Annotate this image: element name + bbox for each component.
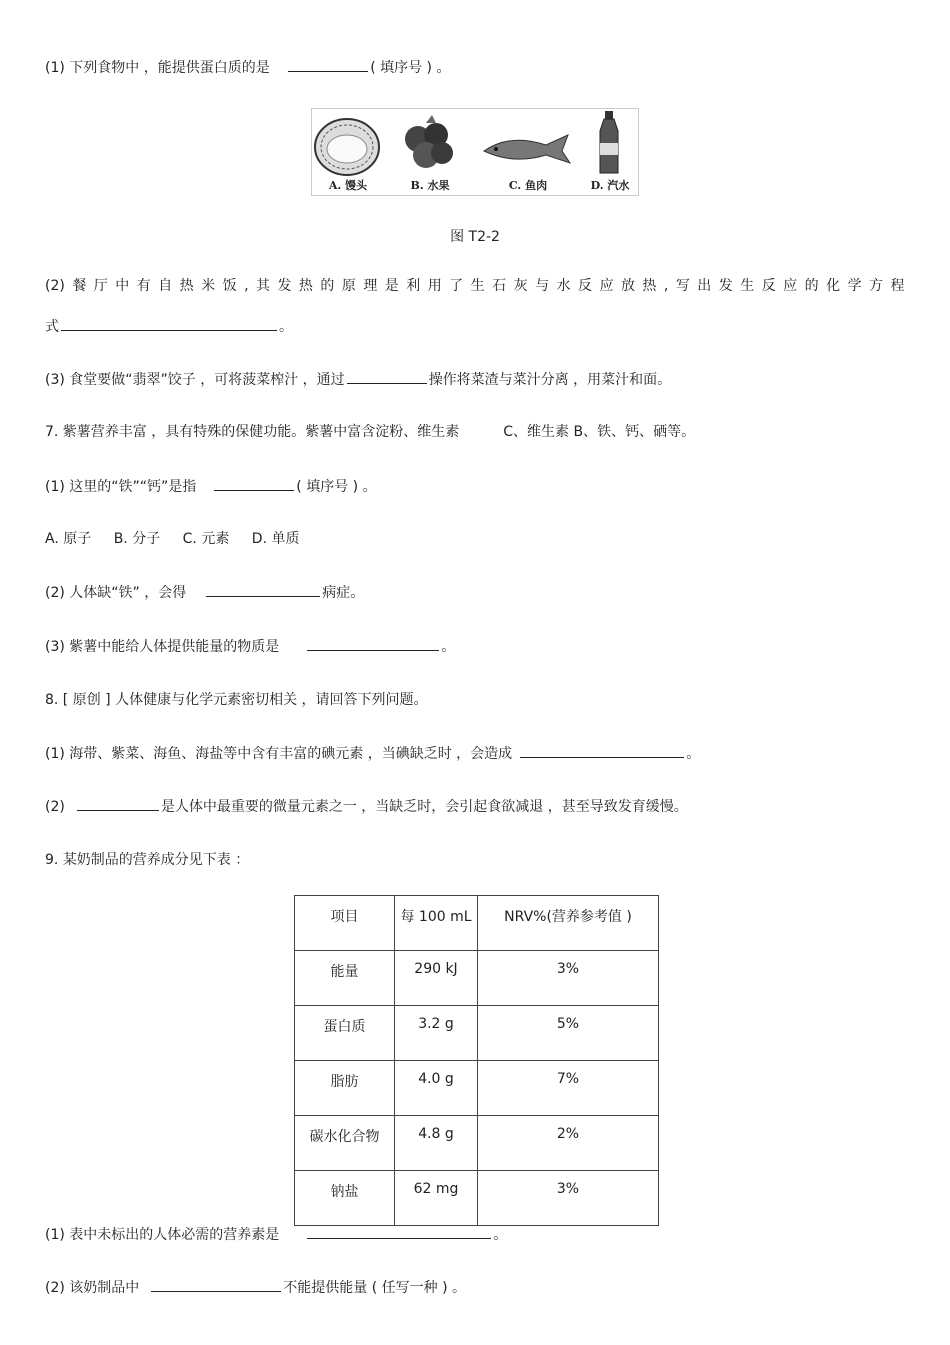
question-7-options [45,529,299,549]
question-8-2 [45,796,688,817]
question-suffix: 。 [686,746,701,762]
table-cell: 蛋白质 [295,1006,395,1061]
table-row [295,1116,659,1171]
table-cell: 5% [478,1006,659,1061]
question-char: 米 [201,278,216,294]
option-c: C. 元素 [182,531,230,547]
header-cell: 每 100 mL [395,896,478,951]
table-cell: 62 mg [395,1171,478,1226]
table-cell: 钠盐 [295,1171,395,1226]
figure-item-a [312,109,384,195]
question-char: 学 [847,278,862,294]
question-char: , [663,278,669,294]
table-cell: 3% [478,951,659,1006]
question-char: 生 [470,278,485,294]
question-suffix: 是人体中最重要的微量元素之一 ，当缺乏时，会引起食欲减退 ，甚至导致发育缓慢。 [160,799,688,815]
figure-label: C. 鱼肉 [508,179,548,192]
question-char: 方 [869,278,884,294]
question-8-1 [45,743,700,764]
question-text: (2) [45,799,65,815]
question-char: 热 [642,278,657,294]
question-6-3 [45,369,671,390]
question-text: (1) 下列食物中 ，能提供蛋白质的是 [45,60,270,76]
question-char: 写 [675,278,690,294]
option-d: D. 单质 [251,531,300,547]
option-a: A. 原子 [45,531,92,547]
table-cell: 3.2 g [395,1006,478,1061]
answer-blank[interactable] [520,743,684,758]
question-char: 石 [492,278,507,294]
question-suffix: ( 填序号 ) 。 [296,479,377,495]
table-cell: 碳水化合物 [295,1116,395,1171]
table-cell: 7% [478,1061,659,1116]
question-char: 了 [449,278,464,294]
question-char: 发 [718,278,733,294]
question-text: 7. 紫薯营养丰富 ，具有特殊的保健功能。紫薯中富含淀粉、维生素 [45,424,460,440]
question-suffix: 病症。 [322,585,365,601]
question-char: 出 [697,278,712,294]
question-char: 反 [578,278,593,294]
figure-item-d [582,109,638,195]
question-7-3 [45,636,455,657]
figure-label: D. 汽水 [590,179,630,192]
question-char: 应 [783,278,798,294]
question-char: 是 [384,278,399,294]
figure-caption: 图 T2-2 [450,229,500,245]
table-row [295,951,659,1006]
question-suffix: ( 填序号 ) 。 [370,60,451,76]
question-char: 放 [620,278,635,294]
question-text: (1) 海带、紫菜、海鱼、海盐等中含有丰富的碘元素 ，当碘缺乏时 ，会造成 [45,746,513,762]
question-text-continued: C、维生素 B、铁、钙、硒等。 [503,424,696,440]
option-b: B. 分子 [113,531,161,547]
question-char: 中 [115,278,130,294]
question-char: 应 [599,278,614,294]
question-suffix: 。 [279,319,293,335]
header-cell: 项目 [295,896,395,951]
answer-blank[interactable] [206,582,320,597]
question-7-2 [45,582,364,603]
question-char: 灰 [513,278,528,294]
question-char: 饭 [222,278,237,294]
question-char: 热 [179,278,194,294]
table-cell: 290 kJ [395,951,478,1006]
food-figure [311,108,639,196]
answer-blank[interactable] [307,1224,491,1239]
question-text: (1) 表中未标出的人体必需的营养素是 [45,1227,280,1243]
header-cell: NRV%(营养参考值 ) [478,896,659,951]
table-header-row [295,896,659,951]
answer-blank[interactable] [347,369,427,384]
question-7-1 [45,476,377,497]
answer-blank[interactable] [288,57,368,72]
question-suffix: 不能提供能量 ( 任写一种 ) 。 [283,1280,467,1296]
question-6-1 [45,57,450,78]
question-char: 反 [761,278,776,294]
question-text: 式 [45,319,59,335]
question-char: 厅 [93,278,108,294]
question-6-2-line2 [45,316,293,337]
figure-label: B. 水果 [410,179,450,192]
question-text: (3) 食堂要做“翡翠”饺子 ，可将菠菜榨汁 ，通过 [45,372,345,388]
steamed-bun-icon [312,109,384,179]
answer-blank[interactable] [307,636,439,651]
answer-blank[interactable] [61,316,277,331]
table-cell: 2% [478,1116,659,1171]
table-cell: 4.8 g [395,1116,478,1171]
question-suffix: 操作将菜渣与菜汁分离 ，用菜汁和面。 [428,372,672,388]
figure-item-b [396,109,464,195]
question-char: 原 [341,278,356,294]
question-6-2 [45,276,905,296]
table-row [295,1171,659,1226]
question-text: (1) 这里的“铁”“钙”是指 [45,479,197,495]
question-char: 利 [406,278,421,294]
question-8: 8. [ 原创 ] 人体健康与化学元素密切相关 ，请回答下列问题。 [45,692,428,708]
question-9-1 [45,1224,507,1245]
answer-blank[interactable] [77,796,159,811]
question-char: 有 [136,278,151,294]
soda-bottle-icon [582,109,638,179]
question-char: 热 [298,278,313,294]
question-suffix: 。 [493,1227,508,1243]
table-cell: 能量 [295,951,395,1006]
question-char: 用 [427,278,442,294]
table-row [295,1006,659,1061]
nutrition-table [294,895,659,1226]
table-cell: 4.0 g [395,1061,478,1116]
question-char: 的 [320,278,335,294]
figure-item-c [480,109,576,195]
question-text: (3) 紫薯中能给人体提供能量的物质是 [45,639,280,655]
question-9: 9. 某奶制品的营养成分见下表 ： [45,852,250,868]
question-char: 餐 [72,278,87,294]
question-char: 程 [890,278,905,294]
table-row [295,1061,659,1116]
question-7 [45,422,695,442]
question-char: 与 [535,278,550,294]
figure-label: A. 馒头 [328,179,368,192]
table-cell: 脂肪 [295,1061,395,1116]
question-text: (2) 该奶制品中 [45,1280,140,1296]
table-cell: 3% [478,1171,659,1226]
question-char: 水 [556,278,571,294]
question-char: 其 [255,278,270,294]
question-9-2 [45,1277,466,1298]
question-char: 的 [804,278,819,294]
question-char: , [244,278,249,294]
question-char: 发 [277,278,292,294]
fruit-icon [396,109,464,179]
question-char: 生 [740,278,755,294]
fish-icon [480,109,576,179]
answer-blank[interactable] [214,476,294,491]
question-char: (2) [45,278,65,294]
question-char: 自 [158,278,173,294]
answer-blank[interactable] [151,1277,281,1292]
question-text: (2) 人体缺“铁” ，会得 [45,585,187,601]
question-char: 理 [363,278,378,294]
question-char: 化 [826,278,841,294]
question-suffix: 。 [441,639,456,655]
